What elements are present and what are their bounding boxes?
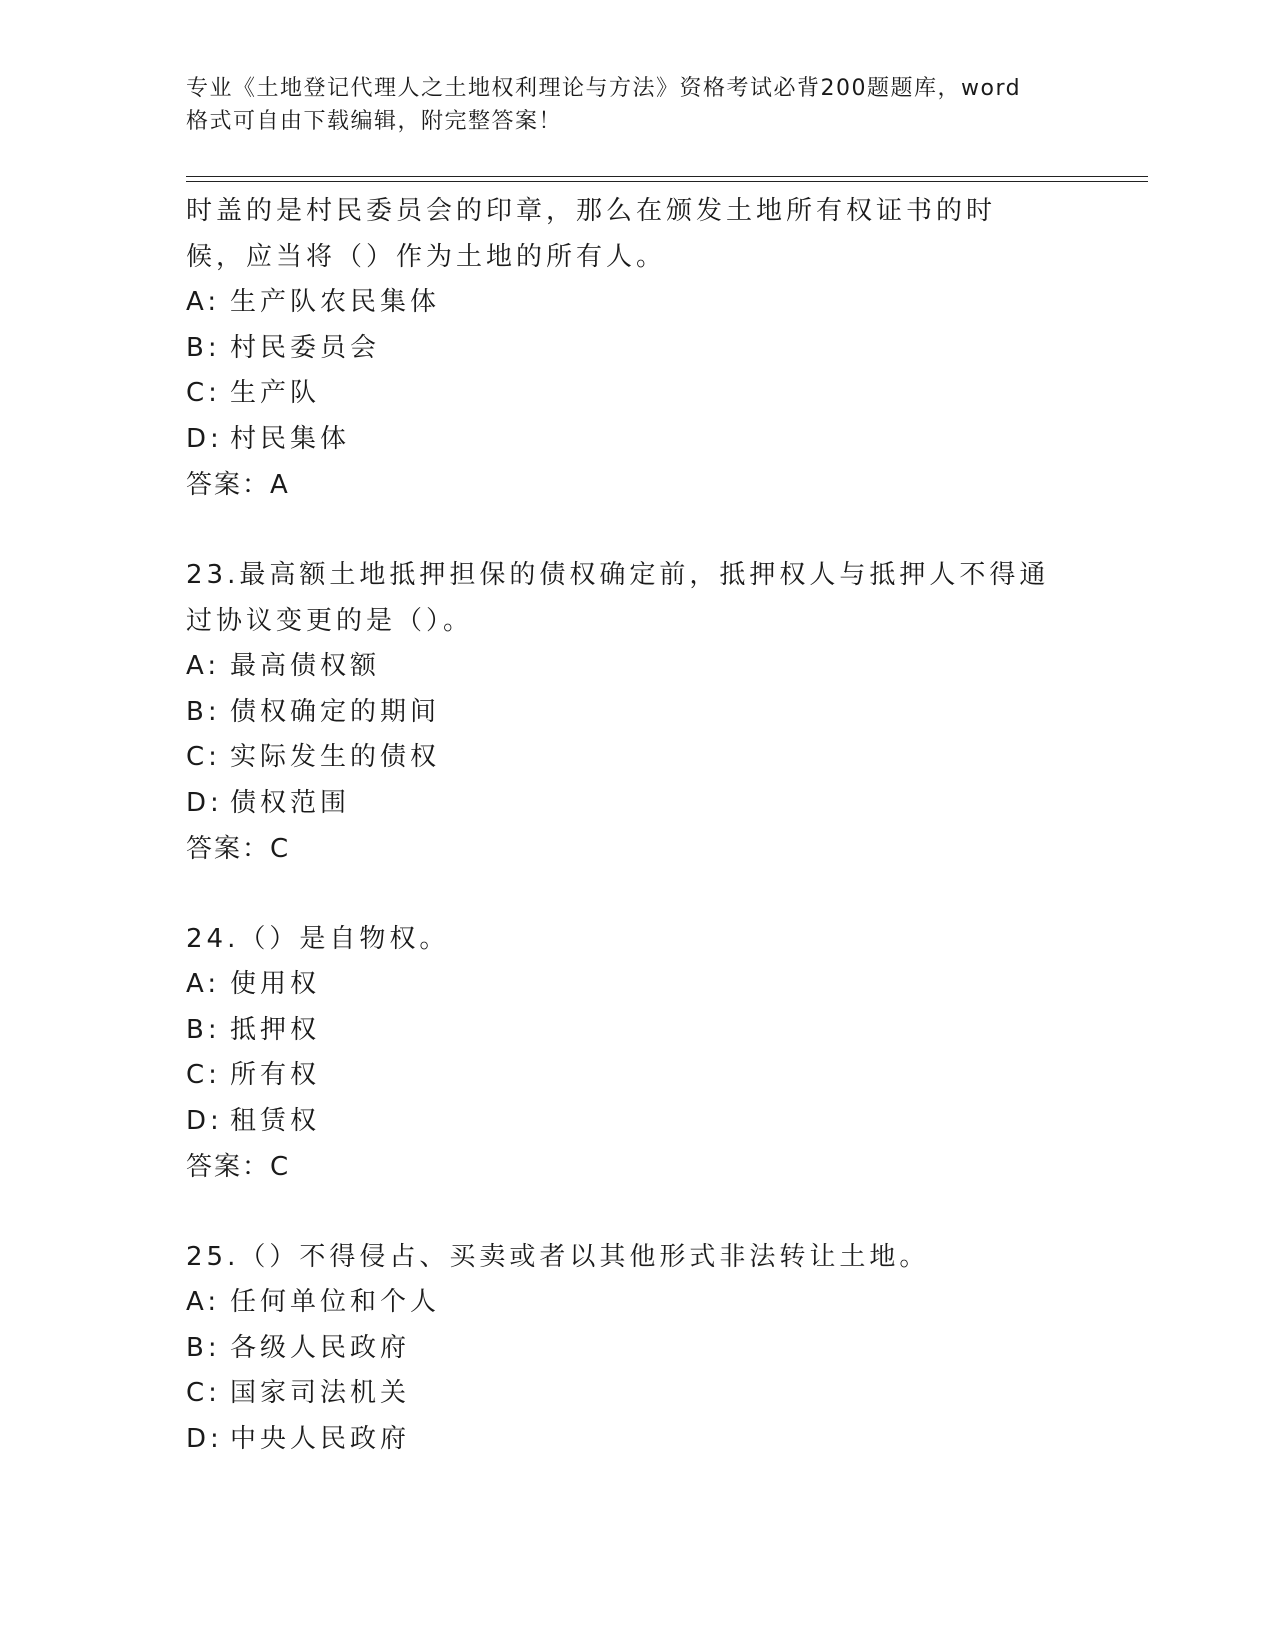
option-key: A: — [186, 287, 221, 317]
header-line-2: 格式可自由下载编辑，附完整答案！ — [186, 109, 563, 134]
option-text: 中央人民政府 — [230, 1423, 411, 1454]
question-22 — [186, 188, 1086, 508]
answer-line: 答案：A — [186, 470, 290, 500]
option-text: 任何单位和个人 — [230, 1287, 441, 1317]
option-c — [186, 1053, 1086, 1099]
option-key: B: — [186, 332, 221, 363]
option-b — [186, 690, 1086, 736]
question-text: 24.（）是自物权。 — [186, 924, 450, 954]
option-key: A: — [186, 1287, 221, 1317]
option-d — [186, 1417, 1086, 1463]
option-b — [186, 1008, 1086, 1054]
header-rule-top — [186, 176, 1148, 177]
option-key: D: — [186, 787, 223, 818]
option-key: D: — [186, 423, 223, 454]
option-key: B: — [186, 696, 221, 727]
option-key: B: — [186, 1014, 221, 1045]
option-key: C: — [186, 742, 221, 772]
option-key: D: — [186, 1105, 223, 1136]
option-text: 租赁权 — [230, 1105, 321, 1136]
option-a — [186, 280, 1086, 326]
question-text: 23.最高额土地抵押担保的债权确定前，抵押权人与抵押人不得通过协议变更的是（）。 — [186, 560, 1050, 636]
option-text: 最高债权额 — [230, 651, 381, 681]
header-rule-bottom — [186, 181, 1148, 182]
option-key: C: — [186, 1378, 221, 1408]
option-a — [186, 1280, 1086, 1326]
question-24 — [186, 916, 1086, 1190]
option-b — [186, 326, 1086, 372]
document-header — [186, 72, 1066, 138]
header-line-1: 专业《土地登记代理人之土地权利理论与方法》资格考试必背200题题库，word — [186, 76, 1022, 101]
question-text: 25.（）不得侵占、买卖或者以其他形式非法转让土地。 — [186, 1242, 930, 1272]
question-text: 时盖的是村民委员会的印章，那么在颁发土地所有权证书的时候，应当将（）作为土地的所有人。 — [186, 196, 997, 272]
option-text: 村民委员会 — [230, 332, 381, 363]
option-key: A: — [186, 969, 221, 999]
option-d — [186, 417, 1086, 463]
option-key: A: — [186, 651, 221, 681]
option-key: C: — [186, 1060, 221, 1090]
option-c — [186, 1371, 1086, 1417]
option-c — [186, 371, 1086, 417]
option-text: 村民集体 — [230, 423, 351, 454]
question-25 — [186, 1234, 1086, 1462]
answer-line: 答案：C — [186, 1152, 291, 1182]
option-c — [186, 735, 1086, 781]
question-list — [186, 188, 1086, 1462]
option-key: D: — [186, 1423, 223, 1454]
question-23 — [186, 552, 1086, 872]
option-text: 抵押权 — [230, 1014, 321, 1045]
answer-line: 答案：C — [186, 834, 291, 864]
option-text: 所有权 — [230, 1060, 321, 1090]
option-text: 债权确定的期间 — [230, 696, 441, 727]
option-text: 债权范围 — [230, 787, 351, 818]
option-key: B: — [186, 1332, 221, 1363]
option-text: 实际发生的债权 — [230, 742, 441, 772]
option-key: C: — [186, 378, 221, 408]
option-text: 生产队农民集体 — [230, 287, 441, 317]
option-text: 生产队 — [230, 378, 321, 408]
option-b — [186, 1326, 1086, 1372]
option-d — [186, 1099, 1086, 1145]
option-text: 国家司法机关 — [230, 1378, 411, 1408]
option-text: 各级人民政府 — [230, 1332, 411, 1363]
option-d — [186, 781, 1086, 827]
option-a — [186, 962, 1086, 1008]
option-text: 使用权 — [230, 969, 321, 999]
option-a — [186, 644, 1086, 690]
